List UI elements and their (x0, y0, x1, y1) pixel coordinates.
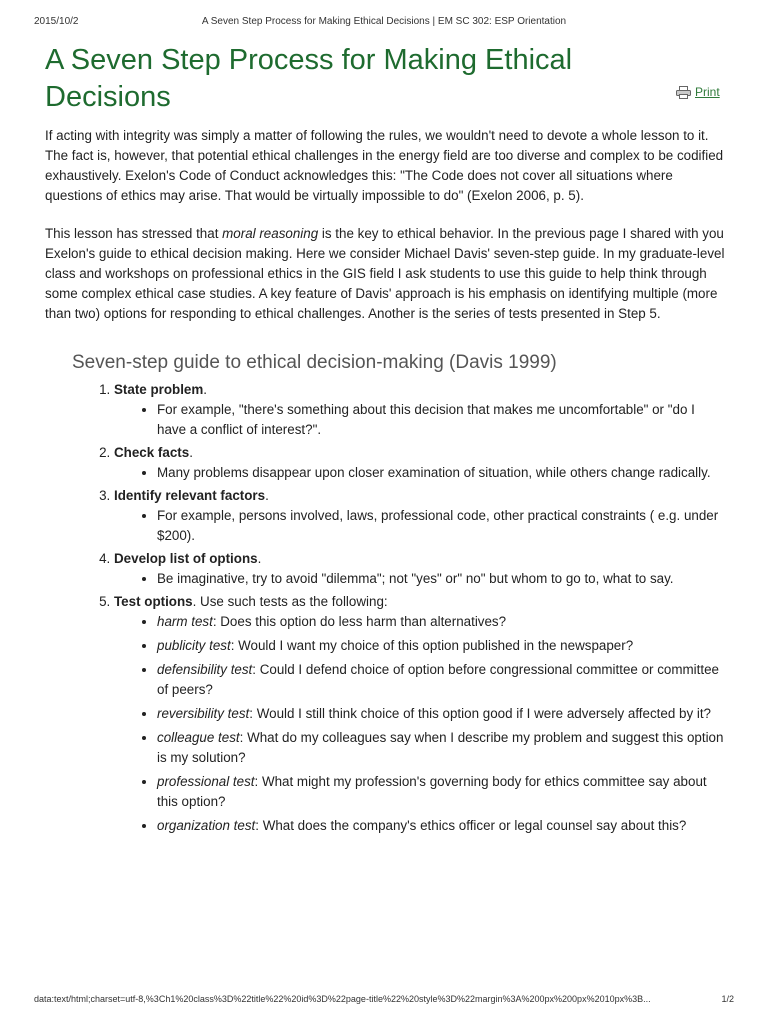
emphasis-moral-reasoning: moral reasoning (222, 226, 319, 241)
step-title: Develop list of options (114, 551, 258, 566)
step-title: Identify relevant factors (114, 488, 266, 503)
print-url: data:text/html;charset=utf-8,%3Ch1%20class%3D%22title%22%20id%3D%22page-title%22%20style%3D%22margin%3A%200px%200px%2010px%3B... (34, 994, 651, 1004)
test-item: • professional test: What might my profession's governing body for ethics committee say about this option? (157, 772, 725, 812)
print-link[interactable] (676, 85, 720, 99)
page-title: A Seven Step Process for Making Ethical Decisions (45, 44, 573, 113)
intro-paragraph-1: If acting with integrity was simply a matter of following the rules, we wouldn't need to devote a whole lesson to it. The fact is, however, that potential ethical challenges in the energy field are too diverse and complex to be codified exhaustively. Exelon's Code of Conduct acknowledges this: "The Code does not cover all situations where questions of ethics may arise. That would be virtually impossible to do" (Exelon 2006, p. 5). (45, 128, 724, 203)
test-item: • publicity test: Would I want my choice of this option published in the newspaper? (157, 636, 725, 656)
test-item: • defensibility test: Could I defend choice of option before congressional committee or committee of peers? (157, 660, 725, 700)
step-note: • Be imaginative, try to avoid "dilemma"; not "yes" or" no" but whom to go to, what to say. (157, 569, 725, 589)
tests-list (114, 612, 725, 836)
test-item: • reversibility test: Would I still think choice of this option good if I were adversely affected by it? (157, 704, 725, 724)
step-note: • For example, persons involved, laws, professional code, other practical constraints ( e.g. under $200). (157, 506, 725, 546)
step-item: 2. Check facts. • Many problems disappear upon closer examination of situation, while others change radically. (114, 443, 725, 483)
intro-paragraph-2: This lesson has stressed that moral reasoning is the key to ethical behavior. In the previous page I shared with you Exelon's guide to ethical decision making. Here we consider Michael Davis' seven-step guide. In my graduate-level class and workshops on professional ethics in the GIS field I ask students to use this guide to help think through some complex ethical case studies. A key feature of Davis' approach is his emphasis on identifying multiple (more than two) options for responding to ethical challenges. Another is the series of tests presented in Step 5. (45, 226, 725, 321)
print-header (34, 16, 734, 30)
step-title: Test options (114, 594, 193, 609)
step-note: • For example, "there's something about this decision that makes me uncomfortable" or "do I have a conflict of interest?". (157, 400, 725, 440)
step-item: 4. Develop list of options. • Be imaginative, try to avoid "dilemma"; not "yes" or" no" but whom to go to, what to say. (114, 549, 725, 589)
test-item: • harm test: Does this option do less harm than alternatives? (157, 612, 725, 632)
test-item: • colleague test: What do my colleagues say when I describe my problem and suggest this option is my solution? (157, 728, 725, 768)
step-title: Check facts (114, 445, 190, 460)
print-footer (34, 994, 734, 1008)
printer-icon (676, 86, 691, 99)
step-item: 1. State problem. • For example, "there's something about this decision that makes me uncomfortable" or "do I have a conflict of interest?". (114, 380, 725, 440)
steps-list (45, 380, 725, 836)
test-item: • organization test: What does the company's ethics officer or legal counsel say about this? (157, 816, 725, 836)
page-number: 1/2 (721, 994, 734, 1004)
step-item: 3. Identify relevant factors. • For example, persons involved, laws, professional code, other practical constraints ( e.g. under $200). (114, 486, 725, 546)
step-title: State problem (114, 382, 204, 397)
print-page-title: A Seven Step Process for Making Ethical Decisions | EM SC 302: ESP Orientation (201, 16, 567, 27)
print-date: 2015/10/2 (34, 16, 79, 27)
guide-heading: Seven-step guide to ethical decision-making (Davis 1999) (72, 352, 557, 373)
step-item: 5. Test options. Use such tests as the following: • harm test: Does this option do less harm than alternatives? • publicity test: Would I want my choice of this option published in the newspaper? • defensibility test: Could I defend choice of option before congressional committee or committee of peers? • reversibility test: Would I still think choice of this option good if I were adversely affected by it? • colleague test: What do my colleagues say when I describe my problem and suggest this option is my solution? • professional test: What might my profession's governing body for ethics committee say about this option? • organization test: What does the company's ethics officer or legal counsel say about this? (114, 592, 725, 836)
print-link-label: Print (695, 85, 720, 99)
step-note: • Many problems disappear upon closer examination of situation, while others change radically. (157, 463, 725, 483)
article-body (45, 126, 725, 839)
